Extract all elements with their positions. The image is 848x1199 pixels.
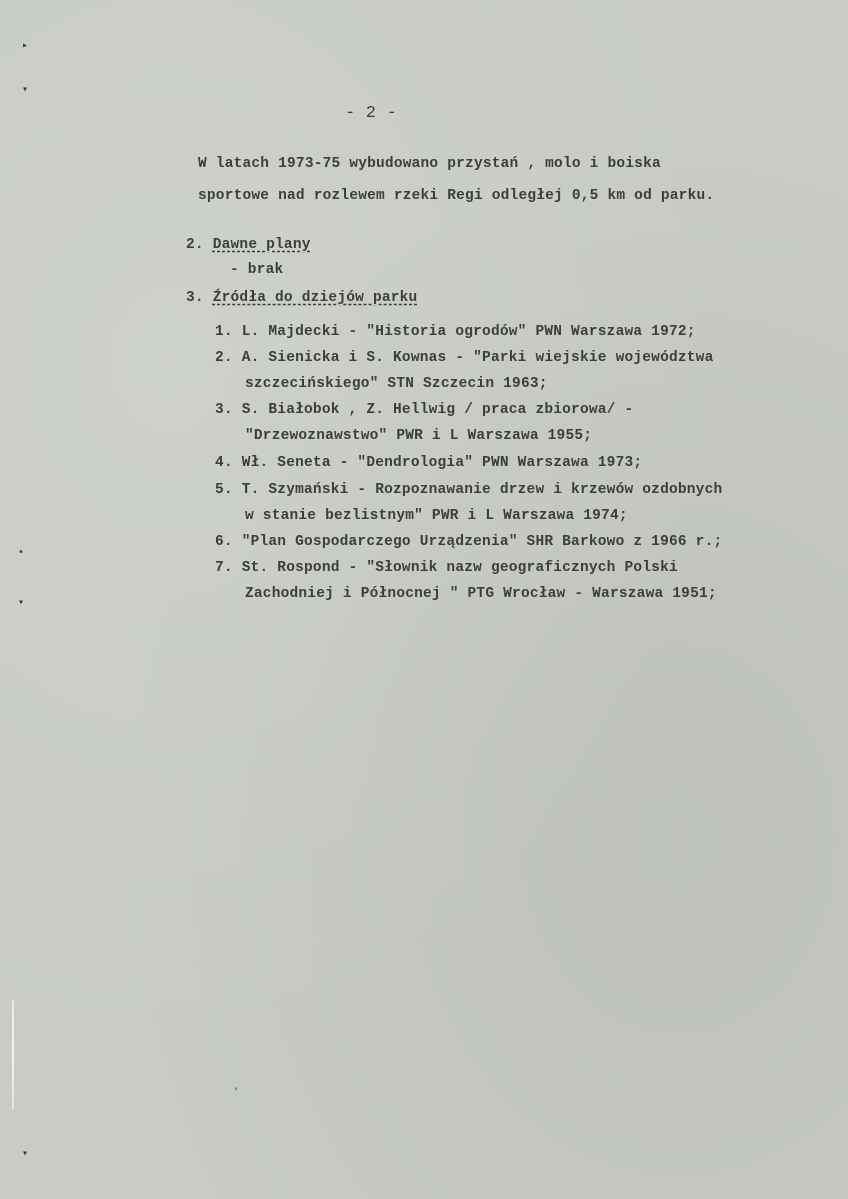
source-item-continued: w stanie bezlistnym" PWR i L Warszawa 1974; [245, 508, 628, 524]
source-item: 6. "Plan Gospodarczego Urządzenia" SHR Barkowo z 1966 r.; [215, 534, 723, 550]
section-2-item: - brak [230, 262, 284, 278]
ink-speck: , [234, 1082, 240, 1092]
section-3-heading [186, 290, 417, 306]
source-item: 7. St. Rospond - "Słownik nazw geograficznych Polski [215, 560, 678, 576]
page-number: - 2 - [345, 104, 398, 123]
source-item: 1. L. Majdecki - "Historia ogrodów" PWN Warszawa 1972; [215, 324, 696, 340]
intro-line: W latach 1973-75 wybudowano przystań , molo i boiska [198, 156, 661, 172]
source-item-continued: szczecińskiego" STN Szczecin 1963; [245, 376, 548, 392]
source-item-continued: "Drzewoznawstwo" PWR i L Warszawa 1955; [245, 428, 593, 444]
section-number: 3. [186, 290, 204, 306]
paper-edge-mark [12, 1000, 14, 1110]
section-2-heading [186, 237, 311, 253]
margin-mark-dot: ▸ [22, 41, 29, 52]
margin-mark-dot: ▾ [22, 85, 29, 96]
source-item: 2. A. Sienicka i S. Kownas - "Parki wiejskie województwa [215, 350, 714, 366]
margin-mark-dot: • [18, 548, 25, 559]
source-item: 3. S. Białobok , Z. Hellwig / praca zbiorowa/ - [215, 402, 634, 418]
source-item: 5. T. Szymański - Rozpoznawanie drzew i krzewów ozdobnych [215, 482, 723, 498]
section-title: Źródła do dziejów parku [212, 290, 418, 306]
margin-mark-dot: ▾ [18, 598, 25, 609]
section-title: Dawne plany [212, 237, 311, 253]
margin-mark-dot: ▾ [22, 1149, 29, 1160]
source-item-continued: Zachodniej i Północnej " PTG Wrocław - Warszawa 1951; [245, 586, 717, 602]
intro-line: sportowe nad rozlewem rzeki Regi odległej 0,5 km od parku. [198, 188, 715, 204]
section-number: 2. [186, 237, 204, 253]
source-item: 4. Wł. Seneta - "Dendrologia" PWN Warszawa 1973; [215, 455, 643, 471]
